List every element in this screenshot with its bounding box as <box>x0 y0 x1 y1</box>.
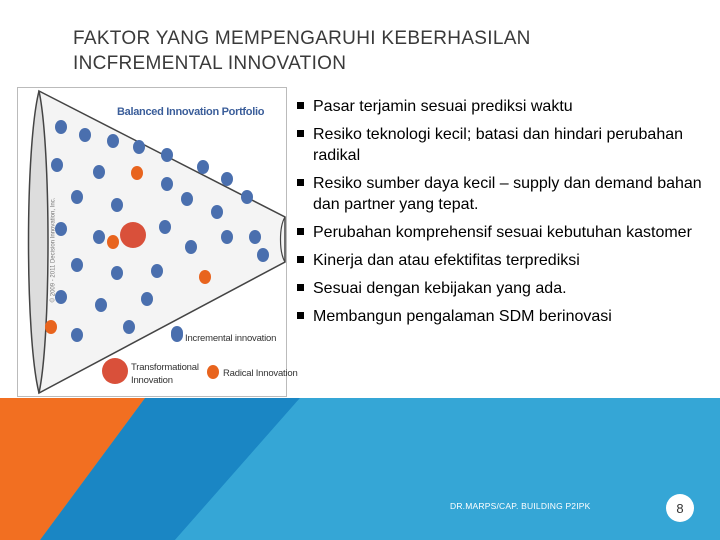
bullet-list <box>295 96 715 334</box>
bullet-marker-icon <box>297 102 304 109</box>
bullet-marker-icon <box>297 179 304 186</box>
bullet-item <box>295 173 715 215</box>
bottom-decoration <box>0 398 720 540</box>
page-number: 8 <box>666 494 694 522</box>
bullet-marker-icon <box>297 284 304 291</box>
bullet-text: Resiko teknologi kecil; batasi dan hindari perubahan radikal <box>313 126 684 164</box>
legend-transformational-2: Innovation <box>131 375 173 386</box>
bullet-text: Membangun pengalaman SDM berinovasi <box>313 308 612 325</box>
bullet-text: Sesuai dengan kebijakan yang ada. <box>313 280 567 297</box>
bullet-item <box>295 250 715 271</box>
bullet-text: Perubahan komprehensif sesuai kebutuhan kastomer <box>313 224 692 241</box>
bottom-shapes <box>0 398 720 540</box>
legend-incremental: Incremental innovation <box>185 333 277 344</box>
funnel-drawing <box>17 87 287 397</box>
bullet-item <box>295 124 715 166</box>
bullet-text: Kinerja dan atau efektifitas terprediksi <box>313 252 580 269</box>
footer-text: DR.MARPS/CAP. BUILDING P2IPK <box>450 501 591 511</box>
slide-title <box>73 26 673 76</box>
bullet-item <box>295 278 715 299</box>
slide-title-line1: FAKTOR YANG MEMPENGARUHI KEBERHASILAN <box>73 28 531 49</box>
legend-radical: Radical Innovation <box>223 368 298 379</box>
figure-copyright: © 2009 - 2011 Decision Innovation, Inc. <box>50 197 57 303</box>
bullet-item <box>295 222 715 243</box>
bullet-marker-icon <box>297 130 304 137</box>
slide-title-line2: INCFREMENTAL INNOVATION <box>73 53 347 74</box>
legend-transformational-1: Transformational <box>131 362 199 373</box>
bullet-marker-icon <box>297 312 304 319</box>
bullet-marker-icon <box>297 228 304 235</box>
bullet-text: Pasar terjamin sesuai prediksi waktu <box>313 98 573 115</box>
figure-title: Balanced Innovation Portfolio <box>117 106 265 118</box>
bullet-item <box>295 306 715 327</box>
bullet-item <box>295 96 715 117</box>
bullet-marker-icon <box>297 256 304 263</box>
bullet-text: Resiko sumber daya kecil – supply dan demand bahan dan partner yang tepat. <box>313 175 702 213</box>
innovation-portfolio-figure <box>17 87 298 397</box>
